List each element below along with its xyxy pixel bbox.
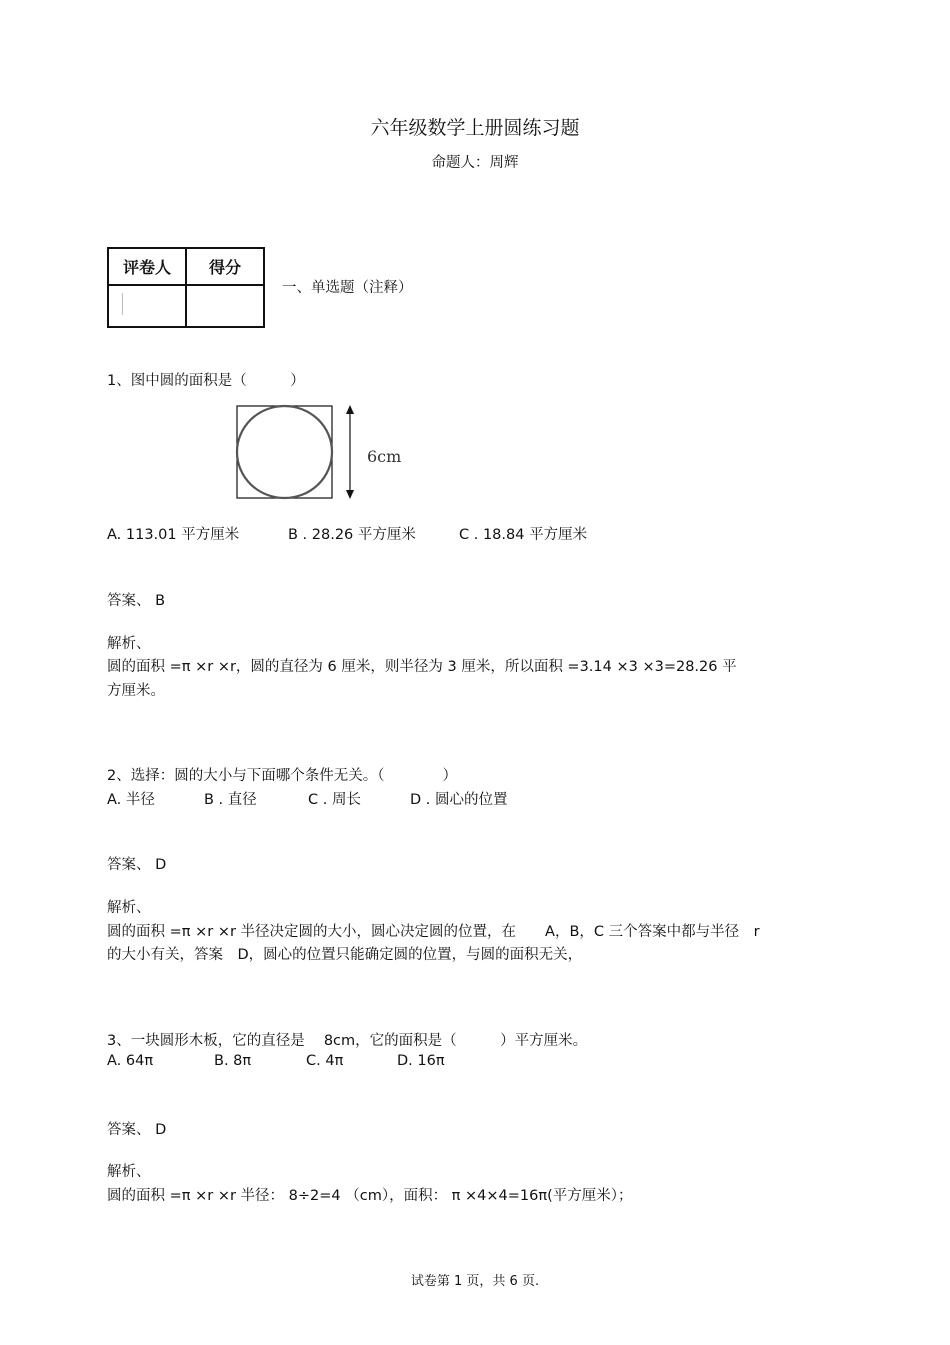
question-3-options xyxy=(107,1053,445,1069)
dimension-label: 6cm xyxy=(367,447,402,466)
question-3-analysis-line-1: 圆的面积 =π ×r ×r 半径： 8÷2=4 （cm），面积： π ×4×4=16π(平方厘米）； xyxy=(107,1188,633,1204)
score-table-score-header: 得分 xyxy=(186,248,264,285)
question-1-stem: 1、图中圆的面积是（ ） xyxy=(107,373,305,389)
option-c: C . 18.84 平方厘米 xyxy=(459,527,588,543)
question-1-analysis-title: 解析、 xyxy=(107,636,151,652)
question-2-analysis-title: 解析、 xyxy=(107,900,151,916)
circle-outline xyxy=(237,406,332,498)
score-table-grader-header: 评卷人 xyxy=(108,248,186,285)
section-heading: 一、单选题（注释） xyxy=(282,280,413,296)
arrow-down-icon xyxy=(346,490,354,499)
arrow-up-icon xyxy=(346,405,354,414)
option-b: B. 8π xyxy=(214,1053,252,1069)
option-d: D . 圆心的位置 xyxy=(410,792,508,808)
page-title: 六年级数学上册圆练习题 xyxy=(370,117,580,139)
option-b: B . 直径 xyxy=(204,792,257,808)
option-a: A. 半径 xyxy=(107,792,155,808)
question-2-answer: 答案、 D xyxy=(107,857,167,873)
option-a: A. 64π xyxy=(107,1053,154,1069)
question-2-options xyxy=(107,788,508,809)
score-table-grader-cell xyxy=(108,285,186,327)
option-c: C . 周长 xyxy=(308,792,361,808)
question-3-stem: 3、一块圆形木板，它的直径是 8cm，它的面积是（ ）平方厘米。 xyxy=(107,1033,588,1049)
question-1-answer: 答案、 B xyxy=(107,593,166,609)
circle-in-square-figure xyxy=(230,400,430,504)
page-footer: 试卷第 1 页，共 6 页. xyxy=(410,1274,540,1289)
question-2-stem: 2、选择：圆的大小与下面哪个条件无关。（ ） xyxy=(107,768,457,784)
pencil-mark xyxy=(122,293,123,315)
question-1-analysis-line-2: 方厘米。 xyxy=(107,683,165,699)
option-a: A. 113.01 平方厘米 xyxy=(107,527,240,543)
question-2-analysis-line-1: 圆的面积 =π ×r ×r 半径决定圆的大小，圆心决定圆的位置，在 A，B，C 三个答案中都与半径 r xyxy=(107,924,760,940)
score-table xyxy=(107,247,265,328)
question-3-answer: 答案、 D xyxy=(107,1122,167,1138)
option-d: D. 16π xyxy=(397,1053,445,1069)
option-b: B . 28.26 平方厘米 xyxy=(288,527,416,543)
option-c: C. 4π xyxy=(306,1053,344,1069)
question-2-analysis-line-2: 的大小有关，答案 D，圆心的位置只能确定圆的位置，与圆的面积无关， xyxy=(107,947,583,963)
question-1-analysis-line-1: 圆的面积 =π ×r ×r，圆的直径为 6 厘米，则半径为 3 厘米，所以面积 =3.14 ×3 ×3=28.26 平 xyxy=(107,659,737,675)
question-1-options xyxy=(107,523,587,544)
question-3-analysis-title: 解析、 xyxy=(107,1164,151,1180)
score-table-score-cell xyxy=(186,285,264,327)
author-line: 命题人：周辉 xyxy=(431,155,519,171)
